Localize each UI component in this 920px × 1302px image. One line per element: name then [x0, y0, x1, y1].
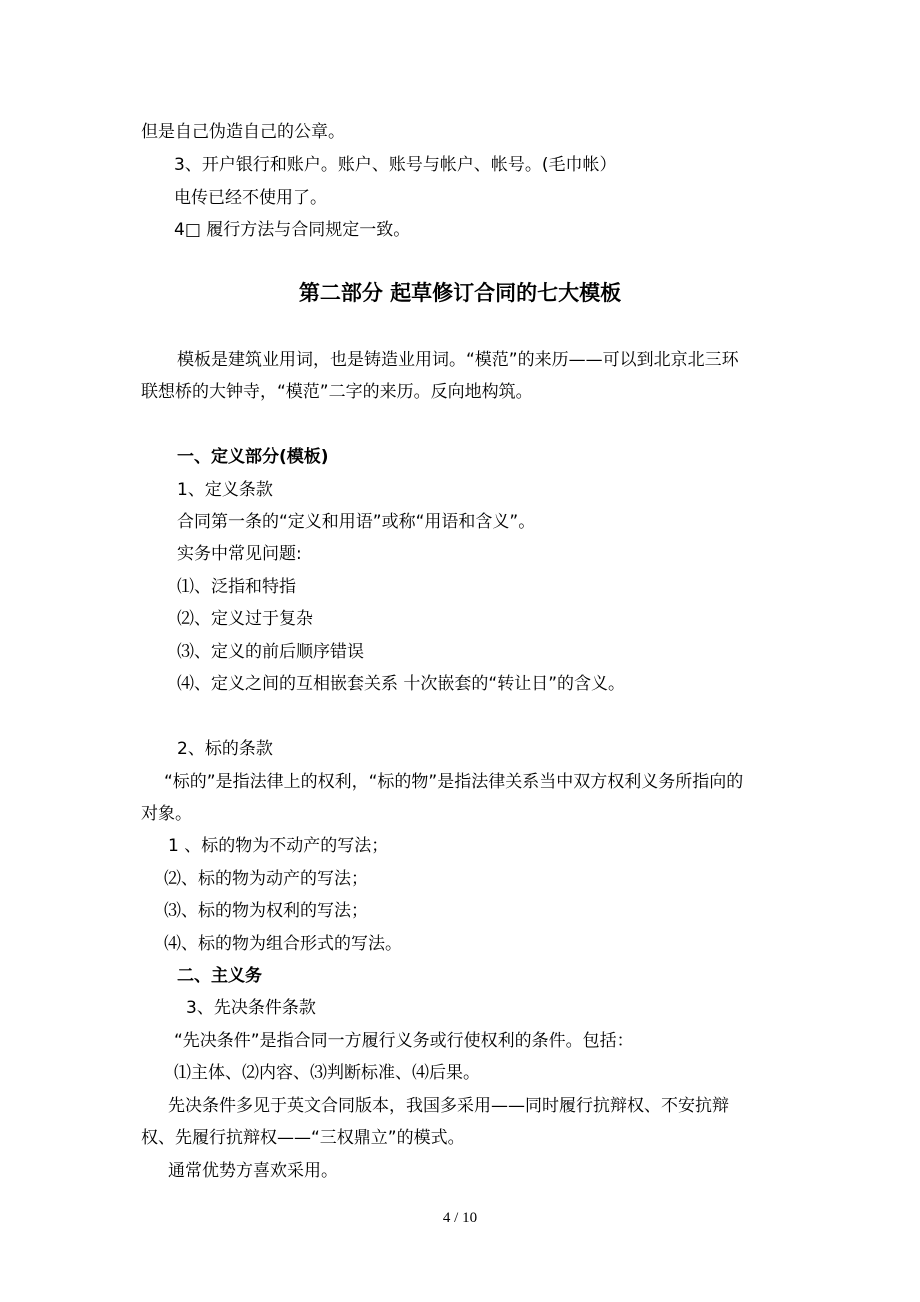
paragraph-line: 权、先履行抗辩权——“三权鼎立”的模式。 [141, 1128, 465, 1148]
paragraph-line: 联想桥的大钟寺，“模范”二字的来历。反向地构筑。 [141, 382, 533, 402]
part-heading: 二、主义务 [177, 966, 262, 986]
clause-title: 1、定义条款 [177, 480, 273, 500]
paragraph-line: 但是自己伪造自己的公章。 [141, 122, 345, 142]
paragraph-line: “先决条件”是指合同一方履行义务或行使权利的条件。包括： [174, 1031, 634, 1051]
paragraph-line: 对象。 [141, 804, 192, 824]
paragraph-line: “标的”是指法律上的权利，“标的物”是指法律关系当中双方权利义务所指向的 [164, 772, 744, 792]
clause-title: 3、先决条件条款 [186, 998, 316, 1018]
list-item: ⑷、定义之间的互相嵌套关系 十次嵌套的“转让日”的含义。 [177, 674, 626, 694]
paragraph-line: 通常优势方喜欢采用。 [168, 1161, 338, 1181]
paragraph-line: 3、开户银行和账户。账户、账号与帐户、帐号。(毛巾帐） [174, 155, 617, 175]
paragraph-line: 4□ 履行方法与合同规定一致。 [174, 220, 411, 240]
list-item: ⑶、定义的前后顺序错误 [177, 642, 364, 662]
paragraph-line: 模板是建筑业用词，也是铸造业用词。“模范”的来历——可以到北京北三环 [177, 350, 739, 370]
list-item: ⑷、标的物为组合形式的写法。 [164, 934, 402, 954]
list-item: ⑴、泛指和特指 [177, 577, 296, 597]
list-item: ⑵、定义过于复杂 [177, 609, 313, 629]
paragraph-line: 合同第一条的“定义和用语”或称“用语和含义”。 [177, 512, 536, 532]
section-title: 第二部分 起草修订合同的七大模板 [298, 281, 622, 305]
list-item: ⑶、标的物为权利的写法； [164, 901, 368, 921]
paragraph-line: 先决条件多见于英文合同版本，我国多采用——同时履行抗辩权、不安抗辩 [168, 1096, 729, 1116]
paragraph-line: 电传已经不使用了。 [174, 188, 327, 208]
page-number: 4 / 10 [442, 1210, 478, 1226]
paragraph-line: 实务中常见问题: [177, 544, 302, 564]
paragraph-line: ⑴主体、⑵内容、⑶判断标准、⑷后果。 [174, 1063, 480, 1083]
list-item: 1 、标的物为不动产的写法； [168, 836, 389, 856]
list-item: ⑵、标的物为动产的写法； [164, 869, 368, 889]
clause-title: 2、标的条款 [177, 739, 273, 759]
part-heading: 一、定义部分(模板) [177, 447, 329, 467]
